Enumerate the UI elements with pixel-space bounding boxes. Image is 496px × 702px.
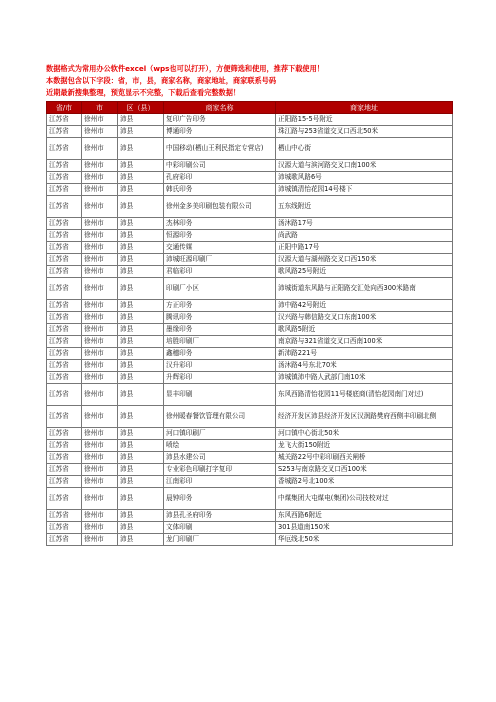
- table-row: [47, 266, 453, 278]
- table-row: [47, 452, 453, 464]
- cell-merchant-name: 沛县水建公司: [164, 452, 276, 464]
- cell-province: 江苏省: [47, 428, 82, 440]
- cell-county: 沛县: [118, 312, 164, 324]
- table-row: [47, 242, 453, 254]
- cell-province: 江苏省: [47, 126, 82, 138]
- cell-merchant-address: 城关路22号中彩印刷西关闸桥: [276, 452, 453, 464]
- cell-merchant-name: 专业彩色印刷打字复印: [164, 464, 276, 476]
- cell-merchant-address: 河口镇中心街北50米: [276, 428, 453, 440]
- table-row: [47, 324, 453, 336]
- table-row: [47, 218, 453, 230]
- cell-merchant-name: 复印广告印务: [164, 114, 276, 126]
- cell-merchant-address: 中煤集团大屯煤电(集团)公司技校对过: [276, 488, 453, 510]
- table-row: [47, 114, 453, 126]
- cell-merchant-address: 沛城歌风路6号: [276, 172, 453, 184]
- table-row: [47, 360, 453, 372]
- table-row: [47, 534, 453, 546]
- cell-merchant-name: 徐州暖春餐饮管理有限公司: [164, 406, 276, 428]
- cell-province: 江苏省: [47, 160, 82, 172]
- cell-county: 沛县: [118, 440, 164, 452]
- cell-merchant-name: 喷绘: [164, 440, 276, 452]
- cell-city: 徐州市: [82, 266, 118, 278]
- cell-province: 江苏省: [47, 372, 82, 384]
- cell-merchant-name: 博通印务: [164, 126, 276, 138]
- cell-province: 江苏省: [47, 488, 82, 510]
- cell-merchant-address: 沛城镇沛中路人武部门南10米: [276, 372, 453, 384]
- cell-county: 沛县: [118, 230, 164, 242]
- cell-merchant-address: 汉兴路与韩信路交叉口东南100米: [276, 312, 453, 324]
- cell-city: 徐州市: [82, 440, 118, 452]
- cell-merchant-address: 301县道南150米: [276, 522, 453, 534]
- cell-merchant-name: 中国移动(栖山王利民指定专营店): [164, 138, 276, 160]
- table-row: [47, 372, 453, 384]
- table-row: [47, 160, 453, 172]
- cell-city: 徐州市: [82, 336, 118, 348]
- cell-merchant-address: 南京路与321省道交叉口西南100米: [276, 336, 453, 348]
- cell-merchant-name: 江南彩印: [164, 476, 276, 488]
- cell-province: 江苏省: [47, 312, 82, 324]
- cell-city: 徐州市: [82, 138, 118, 160]
- cell-city: 徐州市: [82, 522, 118, 534]
- cell-city: 徐州市: [82, 348, 118, 360]
- cell-province: 江苏省: [47, 218, 82, 230]
- cell-merchant-address: 东风西路6附近: [276, 510, 453, 522]
- table-row: [47, 336, 453, 348]
- cell-county: 沛县: [118, 160, 164, 172]
- cell-merchant-name: 恒源印务: [164, 230, 276, 242]
- cell-province: 江苏省: [47, 300, 82, 312]
- cell-city: 徐州市: [82, 300, 118, 312]
- cell-city: 徐州市: [82, 230, 118, 242]
- cell-merchant-name: 印刷厂小区: [164, 278, 276, 300]
- cell-county: 沛县: [118, 172, 164, 184]
- cell-merchant-address: 沛城街道东风路与正阳路交汇处向西300米路南: [276, 278, 453, 300]
- cell-city: 徐州市: [82, 242, 118, 254]
- cell-merchant-name: 升辉彩印: [164, 372, 276, 384]
- header-merchant-name: 商家名称: [164, 102, 276, 114]
- cell-city: 徐州市: [82, 372, 118, 384]
- cell-province: 江苏省: [47, 266, 82, 278]
- cell-merchant-address: 汉源大道与湖州路交叉口西150米: [276, 254, 453, 266]
- cell-merchant-address: 珠江路与253省道交叉口西北50米: [276, 126, 453, 138]
- table-row: [47, 384, 453, 406]
- cell-merchant-address: 正阳中路17号: [276, 242, 453, 254]
- table-row: [47, 522, 453, 534]
- cell-county: 沛县: [118, 488, 164, 510]
- cell-province: 江苏省: [47, 348, 82, 360]
- cell-province: 江苏省: [47, 172, 82, 184]
- cell-merchant-name: 沛城旺源印刷厂: [164, 254, 276, 266]
- cell-city: 徐州市: [82, 278, 118, 300]
- cell-province: 江苏省: [47, 360, 82, 372]
- notice-line: 近期最新搜集整理，预览显示不完整，下载后查看完整数据！: [46, 88, 241, 97]
- cell-merchant-name: 文体印刷: [164, 522, 276, 534]
- cell-province: 江苏省: [47, 242, 82, 254]
- cell-province: 江苏省: [47, 534, 82, 546]
- cell-city: 徐州市: [82, 452, 118, 464]
- cell-merchant-address: 新沛路221号: [276, 348, 453, 360]
- table-row: [47, 138, 453, 160]
- cell-merchant-address: 香城路2号北100米: [276, 476, 453, 488]
- cell-county: 沛县: [118, 360, 164, 372]
- cell-county: 沛县: [118, 266, 164, 278]
- table-row: [47, 488, 453, 510]
- cell-merchant-address: 汤沐路17号: [276, 218, 453, 230]
- table-row: [47, 476, 453, 488]
- cell-merchant-address: 东风西路清怡花园11号楼底商(清怡花园南门对过): [276, 384, 453, 406]
- cell-county: 沛县: [118, 428, 164, 440]
- table-row: [47, 196, 453, 218]
- cell-city: 徐州市: [82, 254, 118, 266]
- cell-province: 江苏省: [47, 196, 82, 218]
- cell-province: 江苏省: [47, 254, 82, 266]
- cell-county: 沛县: [118, 336, 164, 348]
- cell-county: 沛县: [118, 324, 164, 336]
- table-row: [47, 278, 453, 300]
- cell-county: 沛县: [118, 534, 164, 546]
- cell-county: 沛县: [118, 138, 164, 160]
- cell-city: 徐州市: [82, 384, 118, 406]
- cell-province: 江苏省: [47, 336, 82, 348]
- cell-city: 徐州市: [82, 510, 118, 522]
- cell-county: 沛县: [118, 278, 164, 300]
- cell-city: 徐州市: [82, 196, 118, 218]
- cell-county: 沛县: [118, 510, 164, 522]
- cell-city: 徐州市: [82, 464, 118, 476]
- cell-city: 徐州市: [82, 160, 118, 172]
- cell-county: 沛县: [118, 218, 164, 230]
- cell-merchant-address: S253与南京路交叉口西100米: [276, 464, 453, 476]
- notice-block: [46, 63, 466, 99]
- header-merchant-address: 商家地址: [276, 102, 453, 114]
- cell-merchant-address: 歌风路25号附近: [276, 266, 453, 278]
- header-city: 市: [82, 102, 118, 114]
- cell-city: 徐州市: [82, 534, 118, 546]
- cell-county: 沛县: [118, 476, 164, 488]
- cell-city: 徐州市: [82, 488, 118, 510]
- cell-province: 江苏省: [47, 522, 82, 534]
- header-county: 区（县）: [118, 102, 164, 114]
- cell-city: 徐州市: [82, 428, 118, 440]
- cell-county: 沛县: [118, 372, 164, 384]
- cell-merchant-name: 徐州金多美印刷包装有限公司: [164, 196, 276, 218]
- cell-merchant-name: 杰林印务: [164, 218, 276, 230]
- table-row: [47, 254, 453, 266]
- cell-province: 江苏省: [47, 440, 82, 452]
- cell-county: 沛县: [118, 406, 164, 428]
- cell-merchant-name: 晨钟印务: [164, 488, 276, 510]
- cell-merchant-address: 尚武路: [276, 230, 453, 242]
- cell-merchant-name: 方正印务: [164, 300, 276, 312]
- notice-line: 本数据包含以下字段：省，市，县，商家名称，商家地址，商家联系号码: [46, 76, 277, 85]
- cell-county: 沛县: [118, 300, 164, 312]
- cell-county: 沛县: [118, 522, 164, 534]
- cell-merchant-address: 正阳路15-5号附近: [276, 114, 453, 126]
- cell-city: 徐州市: [82, 360, 118, 372]
- cell-city: 徐州市: [82, 184, 118, 196]
- cell-city: 徐州市: [82, 126, 118, 138]
- cell-merchant-name: 中彩印刷公司: [164, 160, 276, 172]
- cell-county: 沛县: [118, 196, 164, 218]
- cell-merchant-address: 汉源大道与滨河路交叉口南100米: [276, 160, 453, 172]
- cell-county: 沛县: [118, 114, 164, 126]
- cell-province: 江苏省: [47, 114, 82, 126]
- cell-province: 江苏省: [47, 184, 82, 196]
- cell-merchant-name: 交通传媒: [164, 242, 276, 254]
- cell-city: 徐州市: [82, 476, 118, 488]
- table-row: [47, 312, 453, 324]
- cell-province: 江苏省: [47, 278, 82, 300]
- table-row: [47, 172, 453, 184]
- cell-merchant-name: 墨缘印务: [164, 324, 276, 336]
- table-header-row: [47, 102, 453, 114]
- merchant-table: [46, 101, 453, 546]
- cell-county: 沛县: [118, 254, 164, 266]
- header-province: 省/市: [47, 102, 82, 114]
- cell-merchant-name: 河口镇印刷厂: [164, 428, 276, 440]
- table-row: [47, 300, 453, 312]
- cell-merchant-name: 鑫穗印务: [164, 348, 276, 360]
- table-row: [47, 406, 453, 428]
- cell-merchant-address: 经济开发区沛县经济开发区汉润路樊府西侧丰印刷北侧: [276, 406, 453, 428]
- cell-province: 江苏省: [47, 230, 82, 242]
- cell-province: 江苏省: [47, 384, 82, 406]
- table-body: [47, 114, 453, 546]
- cell-county: 沛县: [118, 184, 164, 196]
- cell-merchant-address: 栖山中心街: [276, 138, 453, 160]
- cell-merchant-name: 韩氏印务: [164, 184, 276, 196]
- cell-province: 江苏省: [47, 138, 82, 160]
- cell-province: 江苏省: [47, 324, 82, 336]
- cell-city: 徐州市: [82, 218, 118, 230]
- cell-merchant-name: 显丰印刷: [164, 384, 276, 406]
- notice-line: 数据格式为常用办公软件excel（wps也可以打开），方便筛选和使用，推荐下载使用！: [46, 64, 324, 73]
- cell-merchant-address: 歌风路5附近: [276, 324, 453, 336]
- cell-county: 沛县: [118, 452, 164, 464]
- cell-merchant-name: 君临彩印: [164, 266, 276, 278]
- cell-province: 江苏省: [47, 476, 82, 488]
- cell-merchant-address: 汤沐路4号东北70米: [276, 360, 453, 372]
- cell-merchant-address: 沛中路42号附近: [276, 300, 453, 312]
- table-row: [47, 348, 453, 360]
- cell-merchant-address: 沛城镇清怡花园14号楼下: [276, 184, 453, 196]
- cell-merchant-address: 龙飞大街150附近: [276, 440, 453, 452]
- cell-county: 沛县: [118, 348, 164, 360]
- cell-merchant-address: 五东线附近: [276, 196, 453, 218]
- cell-merchant-name: 沛县孔圣府印务: [164, 510, 276, 522]
- cell-province: 江苏省: [47, 464, 82, 476]
- cell-province: 江苏省: [47, 452, 82, 464]
- table-row: [47, 428, 453, 440]
- cell-county: 沛县: [118, 384, 164, 406]
- cell-province: 江苏省: [47, 406, 82, 428]
- cell-county: 沛县: [118, 126, 164, 138]
- cell-merchant-name: 汉升彩印: [164, 360, 276, 372]
- cell-county: 沛县: [118, 242, 164, 254]
- cell-county: 沛县: [118, 464, 164, 476]
- cell-merchant-name: 腾讯印务: [164, 312, 276, 324]
- cell-city: 徐州市: [82, 312, 118, 324]
- cell-city: 徐州市: [82, 114, 118, 126]
- cell-merchant-address: 华厄线北50米: [276, 534, 453, 546]
- cell-city: 徐州市: [82, 324, 118, 336]
- table-row: [47, 464, 453, 476]
- table-row: [47, 230, 453, 242]
- table-row: [47, 510, 453, 522]
- table-row: [47, 440, 453, 452]
- cell-merchant-name: 龙门印刷厂: [164, 534, 276, 546]
- cell-province: 江苏省: [47, 510, 82, 522]
- cell-merchant-name: 孔府彩印: [164, 172, 276, 184]
- table-row: [47, 126, 453, 138]
- cell-city: 徐州市: [82, 406, 118, 428]
- cell-merchant-name: 培胜印刷厂: [164, 336, 276, 348]
- table-row: [47, 184, 453, 196]
- cell-city: 徐州市: [82, 172, 118, 184]
